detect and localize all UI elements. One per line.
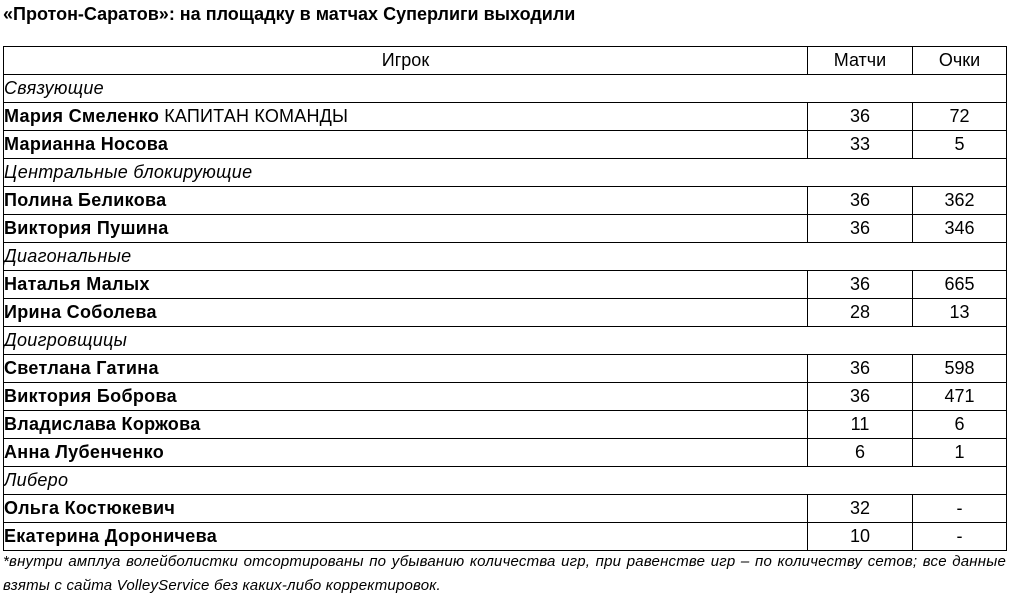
player-name: Виктория Пушина: [4, 218, 169, 238]
table-row: [4, 215, 1007, 243]
points-cell: 598: [913, 355, 1007, 383]
games-cell: 36: [808, 187, 913, 215]
games-cell: 36: [808, 383, 913, 411]
column-header-games: Матчи: [808, 47, 913, 75]
player-name-cell: [4, 495, 808, 523]
points-cell: -: [913, 523, 1007, 551]
roster-table: [3, 46, 1007, 551]
player-name: Владислава Коржова: [4, 414, 201, 434]
table-row: [4, 187, 1007, 215]
player-name-cell: [4, 439, 808, 467]
points-cell: 13: [913, 299, 1007, 327]
group-row: [4, 467, 1007, 495]
group-label: Доигровщицы: [4, 327, 1007, 355]
games-cell: 33: [808, 131, 913, 159]
games-cell: 36: [808, 271, 913, 299]
player-name-cell: [4, 215, 808, 243]
points-cell: 471: [913, 383, 1007, 411]
points-cell: 5: [913, 131, 1007, 159]
page-title: «Протон-Саратов»: на площадку в матчах Суперлиги выходили: [3, 4, 576, 24]
table-row: [4, 383, 1007, 411]
player-name-cell: [4, 383, 808, 411]
player-name: Марианна Носова: [4, 134, 169, 154]
games-cell: 36: [808, 355, 913, 383]
player-name: Анна Лубенченко: [4, 442, 164, 462]
games-cell: 28: [808, 299, 913, 327]
group-label: Центральные блокирующие: [4, 159, 1007, 187]
group-row: [4, 327, 1007, 355]
footnote: *внутри амплуа волейболистки отсортированы по убыванию количества игр, при равенстве игр – по количеству сетов; все данные взяты с сайта VolleyService без каких-либо корректировок.: [3, 553, 1006, 594]
games-cell: 10: [808, 523, 913, 551]
table-header-row: [4, 47, 1007, 75]
points-cell: 1: [913, 439, 1007, 467]
player-note: КАПИТАН КОМАНДЫ: [164, 106, 349, 126]
table-row: [4, 355, 1007, 383]
column-header-player: Игрок: [4, 47, 808, 75]
points-cell: 346: [913, 215, 1007, 243]
table-row: [4, 299, 1007, 327]
group-row: [4, 75, 1007, 103]
table-row: [4, 103, 1007, 131]
group-label: Либеро: [4, 467, 1007, 495]
points-cell: 6: [913, 411, 1007, 439]
player-name-cell: [4, 103, 808, 131]
player-name-cell: [4, 523, 808, 551]
games-cell: 32: [808, 495, 913, 523]
points-cell: -: [913, 495, 1007, 523]
table-row: [4, 131, 1007, 159]
player-name: Ирина Соболева: [4, 302, 157, 322]
player-name: Виктория Боброва: [4, 386, 177, 406]
games-cell: 36: [808, 215, 913, 243]
player-name-cell: [4, 187, 808, 215]
group-row: [4, 243, 1007, 271]
player-name: Наталья Малых: [4, 274, 150, 294]
points-cell: 72: [913, 103, 1007, 131]
games-cell: 36: [808, 103, 913, 131]
table-row: [4, 271, 1007, 299]
points-cell: 362: [913, 187, 1007, 215]
player-name-cell: [4, 271, 808, 299]
roster-body: [4, 75, 1007, 551]
table-row: [4, 411, 1007, 439]
player-name-cell: [4, 411, 808, 439]
player-name: Мария Смеленко: [4, 106, 160, 126]
points-cell: 665: [913, 271, 1007, 299]
table-row: [4, 495, 1007, 523]
column-header-points: Очки: [913, 47, 1007, 75]
group-label: Связующие: [4, 75, 1007, 103]
player-name: Ольга Костюкевич: [4, 498, 176, 518]
player-name: Екатерина Дороничева: [4, 526, 218, 546]
player-name-cell: [4, 355, 808, 383]
table-row: [4, 439, 1007, 467]
player-name-cell: [4, 131, 808, 159]
group-row: [4, 159, 1007, 187]
player-name: Светлана Гатина: [4, 358, 159, 378]
games-cell: 11: [808, 411, 913, 439]
player-name: Полина Беликова: [4, 190, 167, 210]
player-name-cell: [4, 299, 808, 327]
games-cell: 6: [808, 439, 913, 467]
table-row: [4, 523, 1007, 551]
group-label: Диагональные: [4, 243, 1007, 271]
